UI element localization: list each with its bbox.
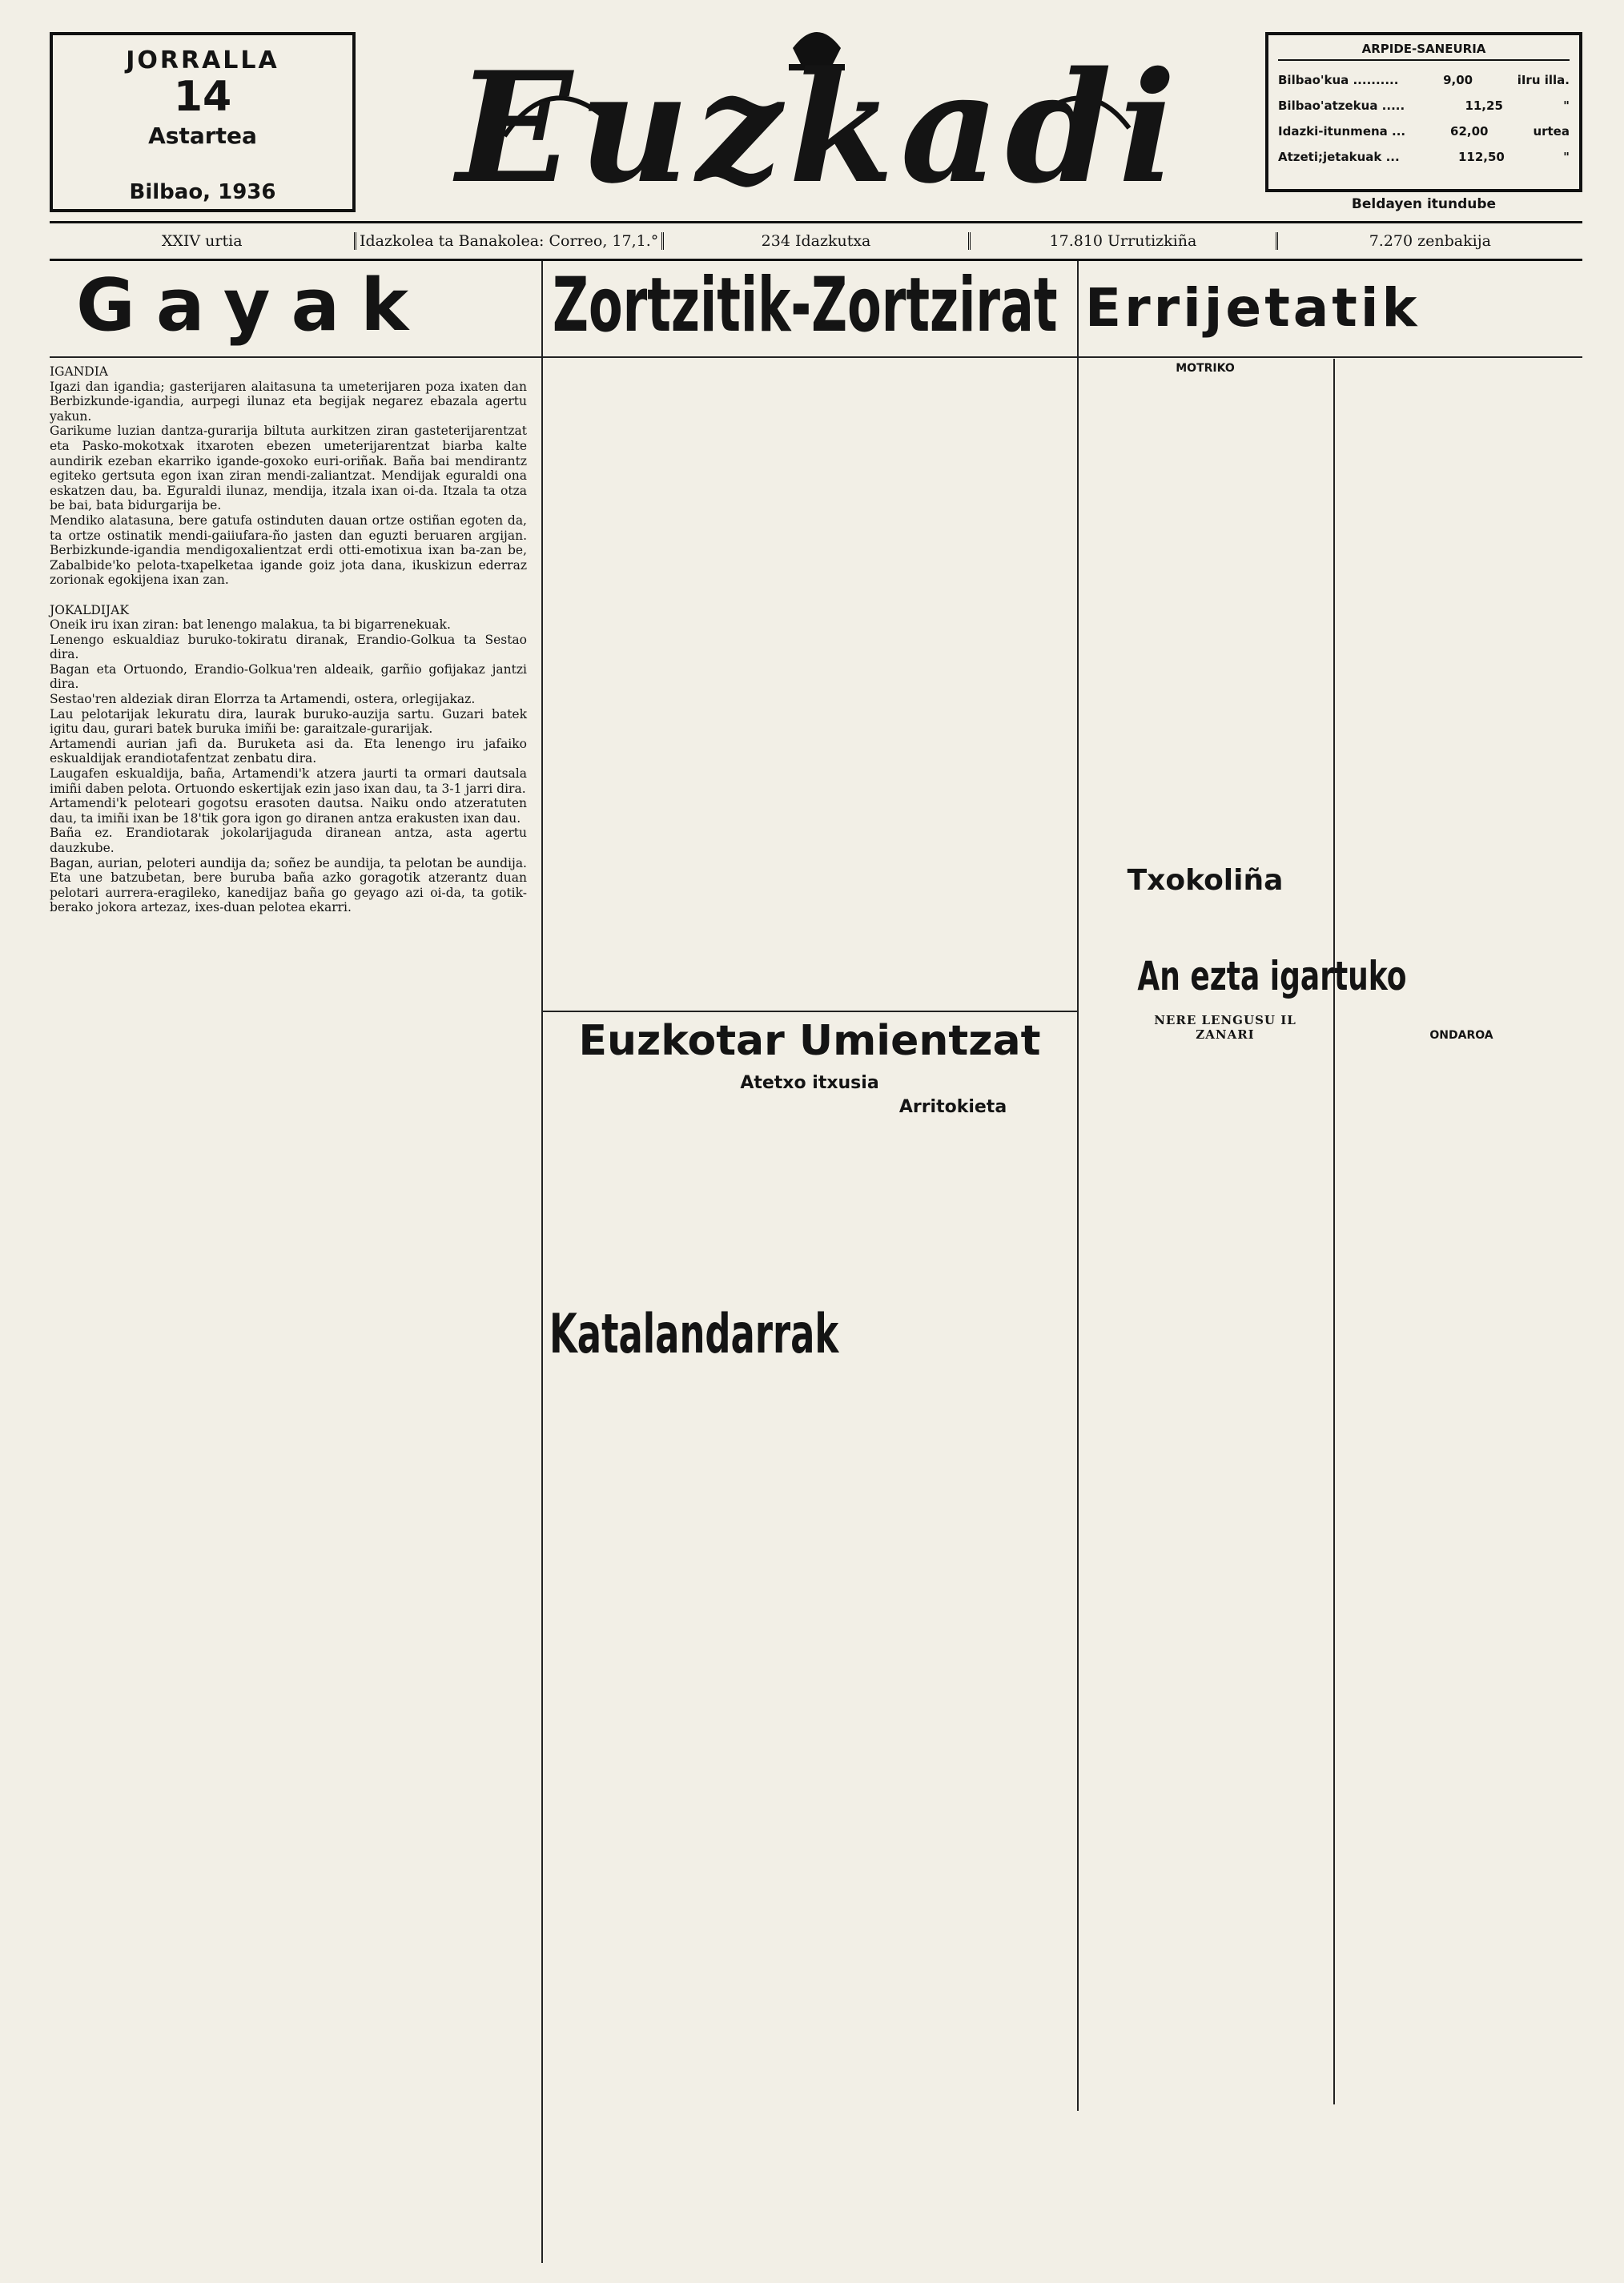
- place-year: Bilbao, 1936: [129, 180, 276, 204]
- weekday: Astartea: [148, 123, 257, 149]
- subscription-place: Bilbao'kua ..........: [1278, 73, 1399, 87]
- subscription-unit: urtea: [1533, 124, 1570, 139]
- subscription-box: [1265, 32, 1582, 192]
- subscription-row: [1278, 144, 1570, 170]
- info-bar-item: XXIV urtia: [161, 232, 243, 250]
- subscription-title: ARPIDE-SANEURIA: [1278, 42, 1570, 61]
- info-bar: [50, 221, 1582, 261]
- headline-euzkotar: Euzkotar Umientzat: [578, 1017, 1041, 1065]
- headline-errijetatik: Errijetatik: [1085, 277, 1421, 339]
- masthead-title-text: Euzkadi: [456, 38, 1183, 217]
- motriko-heading: MOTRIKO: [1176, 362, 1235, 375]
- headline-an-ezta: An ezta igartuko: [1137, 953, 1407, 999]
- subscription-price: 11,25: [1465, 98, 1503, 113]
- subscription-price: 62,00: [1450, 124, 1489, 139]
- subscription-footer: Beldayen itundube: [1351, 196, 1497, 212]
- headline-zortzitik: Zortzitik-Zortzirat: [553, 262, 1058, 349]
- subscription-price: 112,50: [1457, 150, 1505, 164]
- subscription-unit: iIru illa.: [1517, 73, 1570, 87]
- gayak-column-1b: [50, 1169, 527, 2274]
- subscription-row: [1278, 119, 1570, 144]
- gayak-column-1: IGANDIA Igazi dan igandia; gasterijaren alaitasuna ta umeterijaren poza ixaten dan Berbizkunde-igandia, aurpegi ilunaz eta begijak negarez ebazala agertu yakun. Garikume luzian dantza-gurarija biltuta aurkitzen ziran gasteterijarentzat eta Pasko-mokotxak itxaroten ebezen umeterijarentzat biarba kalte aundirik ezeban ekarriko igande-goxoko euri-oriñak. Baña bai mendirantz egiteko gertsuta egon ixan ziran mendi-zaliantzat. Mendijak eguraldi ona eskatzen dau, ba. Eguraldi ilunaz, mendija, itzala ixan oi-da. Itzala ta otza be bai, bata bidurgarija be. Mendiko alatasuna, bere gatufa ostinduten dauan ortze ostiñan egoten da, ta ortze ostinatik mendi-gaiiufara-ño jasten dan eguzti beruaren argijan. Berbizkunde-igandia mendigoxalientzat erdi otti-emotixua ixan ba-zan be, Zabalbide'ko pelota-txapelketaa igande goiz jota dana, ikuskizun ederraz zorionak egokijena ixan zan. JOKALDIJAK Oneik iru ixan ziran: bat lenengo malakua, ta bi bigarrenekuak. Lenengo eskualdiaz buruko-tokiratu diranak, Erandio-Golkua ta Sestao dira. Bagan eta Ortuondo, Erandio-Golkua'ren aldeaik, garñio gofijakaz jantzi dira. Sestao'ren aldeziak diran Elorrza ta Artamendi, ostera, orlegijakaz. Lau pelotarijak lekuratu dira, laurak buruko-auzija sartu. Guzari batek igitu dau, gurari batek buruka imiñi be: garaitzale-gurarijak. Artamendi aurian jafi da. Buruketa asi da. Eta lenengo iru jafaiko eskualdijak erandiotafentzat zenbatu dira. Laugafen eskualdija, baña, Artamendi'k atzera jaurti ta ormari dautsala imiñi daben pelota. Ortuondo eskertijak ezin jaso ixan dau, ta 3-1 jarri dira. Artamendi'k peloteari gogotsu erasoten dautsa. Naiku ondo atzeratuten dau, ta imiñi ixan be 18'tik gora igon go diranen antza erakusten ixan dau. Baña ez. Erandiotarak jokolarijaguda diranean antza, asta agertu dauzkube. Bagan, aurian, peloteri aundija da; soñez be aundija, ta pelotan be aundija. Eta une batzubetan, bere buruba baña azko goragotik atzerantz duan pelotari aurrera-eragileko, kanedijaz baña go geyago azi oi-da, ta gotik-berako jokora artezaz, ixes-duan pelotea ekarri.: [50, 364, 527, 915]
- day-number: 14: [173, 73, 232, 121]
- an-ezta-sub: NERE LENGUSU IL ZANARI: [1154, 1013, 1296, 1042]
- masthead-title: [456, 16, 1183, 217]
- subscription-place: Bilbao'atzekua .....: [1278, 98, 1405, 113]
- info-bar-item: Idazkolea ta Banakolea: Correo, 17,1.°: [354, 232, 661, 250]
- subscription-row: [1278, 67, 1570, 93]
- subscription-place: Idazki-itunmena ...: [1278, 124, 1406, 139]
- euzkotar-sub2: Arritokieta: [898, 1097, 1007, 1117]
- headline-katalan: Katalandarrak: [549, 1303, 839, 1366]
- subscription-price: 9,00: [1443, 73, 1473, 87]
- info-bar-item: 234 Idazkutxa: [661, 232, 968, 250]
- subscription-unit: ": [1563, 150, 1570, 164]
- headline-gayak: Gayak: [76, 263, 430, 348]
- euzkotar-sub1: Atetxo itxusia: [740, 1073, 879, 1093]
- subscription-unit: ": [1563, 98, 1570, 113]
- subscription-place: Atzeti;jetakuak ...: [1278, 150, 1400, 164]
- info-bar-item: 17.810 Urrutizkiña: [968, 232, 1275, 250]
- subscription-row: [1278, 93, 1570, 119]
- info-bar-item: 7.270 zenbakija: [1276, 232, 1582, 250]
- day-label: JORRALLA: [126, 46, 279, 74]
- subscription-table: [1278, 67, 1570, 170]
- headline-txokolina: Txokoliña: [1127, 864, 1284, 897]
- zortzitik-block: [549, 364, 1070, 1021]
- ondaroa-heading: ONDAROA: [1429, 1029, 1493, 1042]
